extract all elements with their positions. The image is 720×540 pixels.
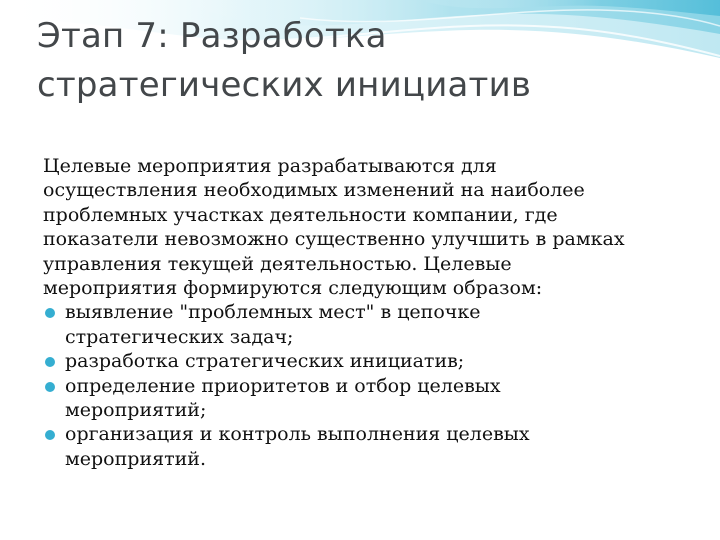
bullet-text: разработка стратегических инициатив; (65, 350, 465, 373)
bullet-dot-icon (45, 357, 55, 367)
bullet-dot-icon (45, 430, 55, 440)
paragraph-line: Целевые мероприятия разрабатываются для (43, 155, 497, 177)
bullet-item (43, 349, 693, 373)
paragraph-line: показатели невозможно существенно улучшить в рамках (43, 228, 625, 251)
bullet-text: мероприятий. (65, 447, 206, 470)
bullet-item (43, 374, 693, 423)
bullet-text: мероприятий; (65, 399, 207, 422)
bullet-dot-icon (45, 382, 55, 392)
bullet-text: организация и контроль выполнения целевых (65, 423, 530, 446)
paragraph-line: мероприятия формируются следующим образом: (43, 277, 543, 300)
bullet-text: выявление "проблемных мест" в цепочке (65, 301, 481, 324)
bullet-item (43, 422, 693, 471)
bullet-text: стратегических задач; (65, 325, 294, 348)
bullet-text: определение приоритетов и отбор целевых (65, 374, 501, 397)
paragraph-line: управления текущей деятельностью. Целевые (43, 252, 512, 275)
title-line: стратегических инициатив (37, 65, 532, 105)
bullet-dot-icon (45, 308, 55, 318)
slide-title (37, 12, 697, 110)
paragraph-line: проблемных участках деятельности компании, где (43, 203, 558, 226)
bullet-item (43, 300, 693, 349)
paragraph-line: осуществления необходимых изменений на наиболее (43, 179, 585, 202)
slide-body (43, 154, 693, 471)
title-line: Этап 7: Разработка (37, 16, 387, 56)
